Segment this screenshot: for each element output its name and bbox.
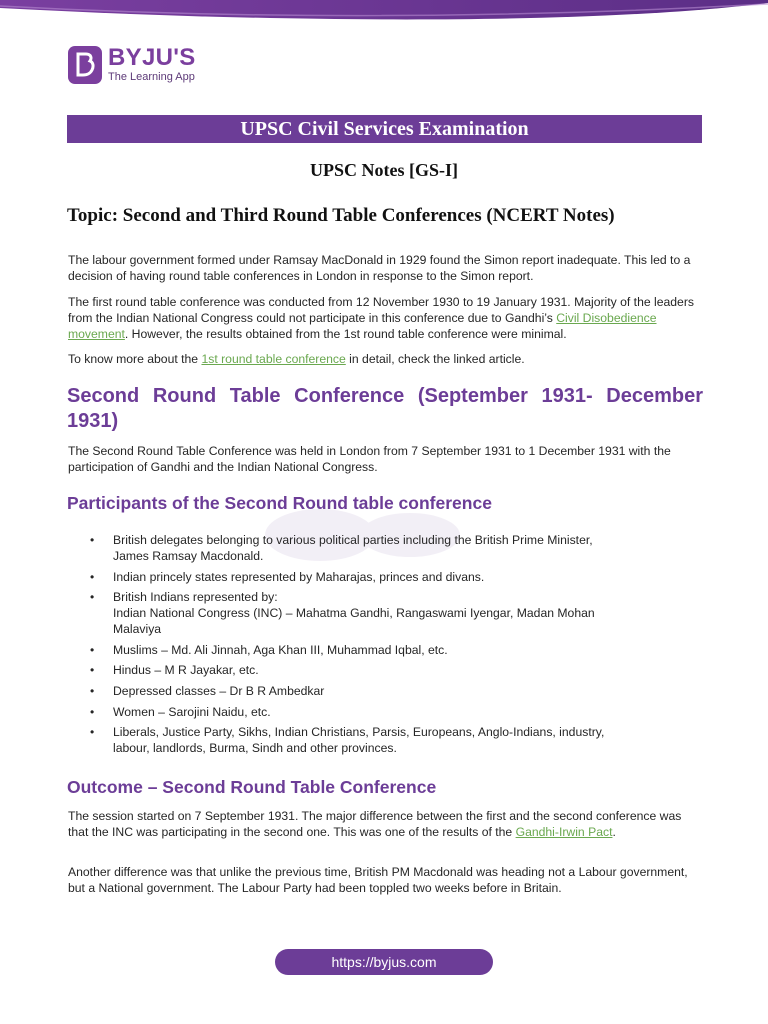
intro-paragraph-2 xyxy=(68,294,704,342)
notes-subtitle: UPSC Notes [GS-I] xyxy=(310,160,458,180)
list-item: • Liberals, Justice Party, Sikhs, Indian Christians, Parsis, Europeans, Anglo-Indians, industry, labour, landlords, Burma, Sindh and other provinces. xyxy=(90,724,610,756)
byjus-logo xyxy=(68,45,196,85)
top-decorative-band xyxy=(0,0,768,22)
list-item: • Muslims – Md. Ali Jinnah, Aga Khan III, Muhammad Iqbal, etc. xyxy=(90,642,610,658)
intro-p2-text-end: . However, the results obtained from the 1st round table conference were minimal. xyxy=(124,327,567,341)
list-item-label: British Indians represented by: xyxy=(113,590,278,605)
intro-paragraph-3 xyxy=(68,351,704,367)
outcome-paragraph-1 xyxy=(68,808,704,840)
list-item xyxy=(90,589,610,637)
footer-url-link[interactable]: https://byjus.com xyxy=(275,949,493,975)
intro-paragraph-1: The labour government formed under Ramsay MacDonald in 1929 found the Simon report inadequate. This led to a decision of having round table conferences in London in response to the Simon report. xyxy=(68,253,691,283)
list-item: • Depressed classes – Dr B R Ambedkar xyxy=(90,683,610,699)
outcome-paragraph-2: Another difference was that unlike the previous time, British PM Macdonald was heading not a Labour government, but a National government. The Labour Party had been toppled two weeks before in Britain. xyxy=(68,865,688,895)
list-item: • Indian princely states represented by Maharajas, princes and divans. xyxy=(90,569,610,585)
participants-heading: Participants of the Second Round table conference xyxy=(67,493,492,513)
second-rtc-paragraph: The Second Round Table Conference was held in London from 7 September 1931 to 1 December 1931 with the participation of Gandhi and the Indian National Congress. xyxy=(68,444,671,474)
brand-name: BYJU'S xyxy=(108,44,196,71)
topic-title: Topic: Second and Third Round Table Conferences (NCERT Notes) xyxy=(67,205,615,226)
inc-delegates: Indian National Congress (INC) – Mahatma Gandhi, Rangaswami Iyengar, Madan Mohan Malaviya xyxy=(113,606,595,637)
outcome-p1-text-end: . xyxy=(612,825,616,839)
section-heading-second-rtc: Second Round Table Conference (September 1931- December xyxy=(67,385,703,407)
list-item: • British delegates belonging to various political parties including the British Prime Minister, James Ramsay Macdonald. xyxy=(90,532,610,564)
outcome-p1-text: The session started on 7 September 1931. The major difference between the first and the second conference was that the INC was participating in the second one. This was one of the results of the xyxy=(68,809,682,839)
intro-p3-text: To know more about the xyxy=(68,352,202,366)
intro-p2-text: The first round table conference was conducted from 12 November 1930 to 19 January 1931. Majority of the leaders from the Indian National Congress could not participate in this conference due to Gandhi’s xyxy=(68,295,694,325)
brand-tagline: The Learning App xyxy=(108,71,195,83)
participants-list xyxy=(90,532,610,761)
section-heading-second-rtc-line2: 1931) xyxy=(67,410,119,432)
intro-p3-text-end: in detail, check the linked article. xyxy=(345,352,525,366)
outcome-heading: Outcome – Second Round Table Conference xyxy=(67,777,437,797)
exam-banner: UPSC Civil Services Examination xyxy=(67,115,702,143)
list-item: • Hindus – M R Jayakar, etc. xyxy=(90,662,610,678)
byjus-logo-icon xyxy=(68,46,102,84)
civil-disobedience-link[interactable]: Civil Disobedience movement xyxy=(68,311,657,341)
list-item: • Women – Sarojini Naidu, etc. xyxy=(90,704,610,720)
first-rtc-link[interactable]: 1st round table conference xyxy=(201,352,346,366)
gandhi-irwin-pact-link[interactable]: Gandhi-Irwin Pact xyxy=(515,825,613,839)
